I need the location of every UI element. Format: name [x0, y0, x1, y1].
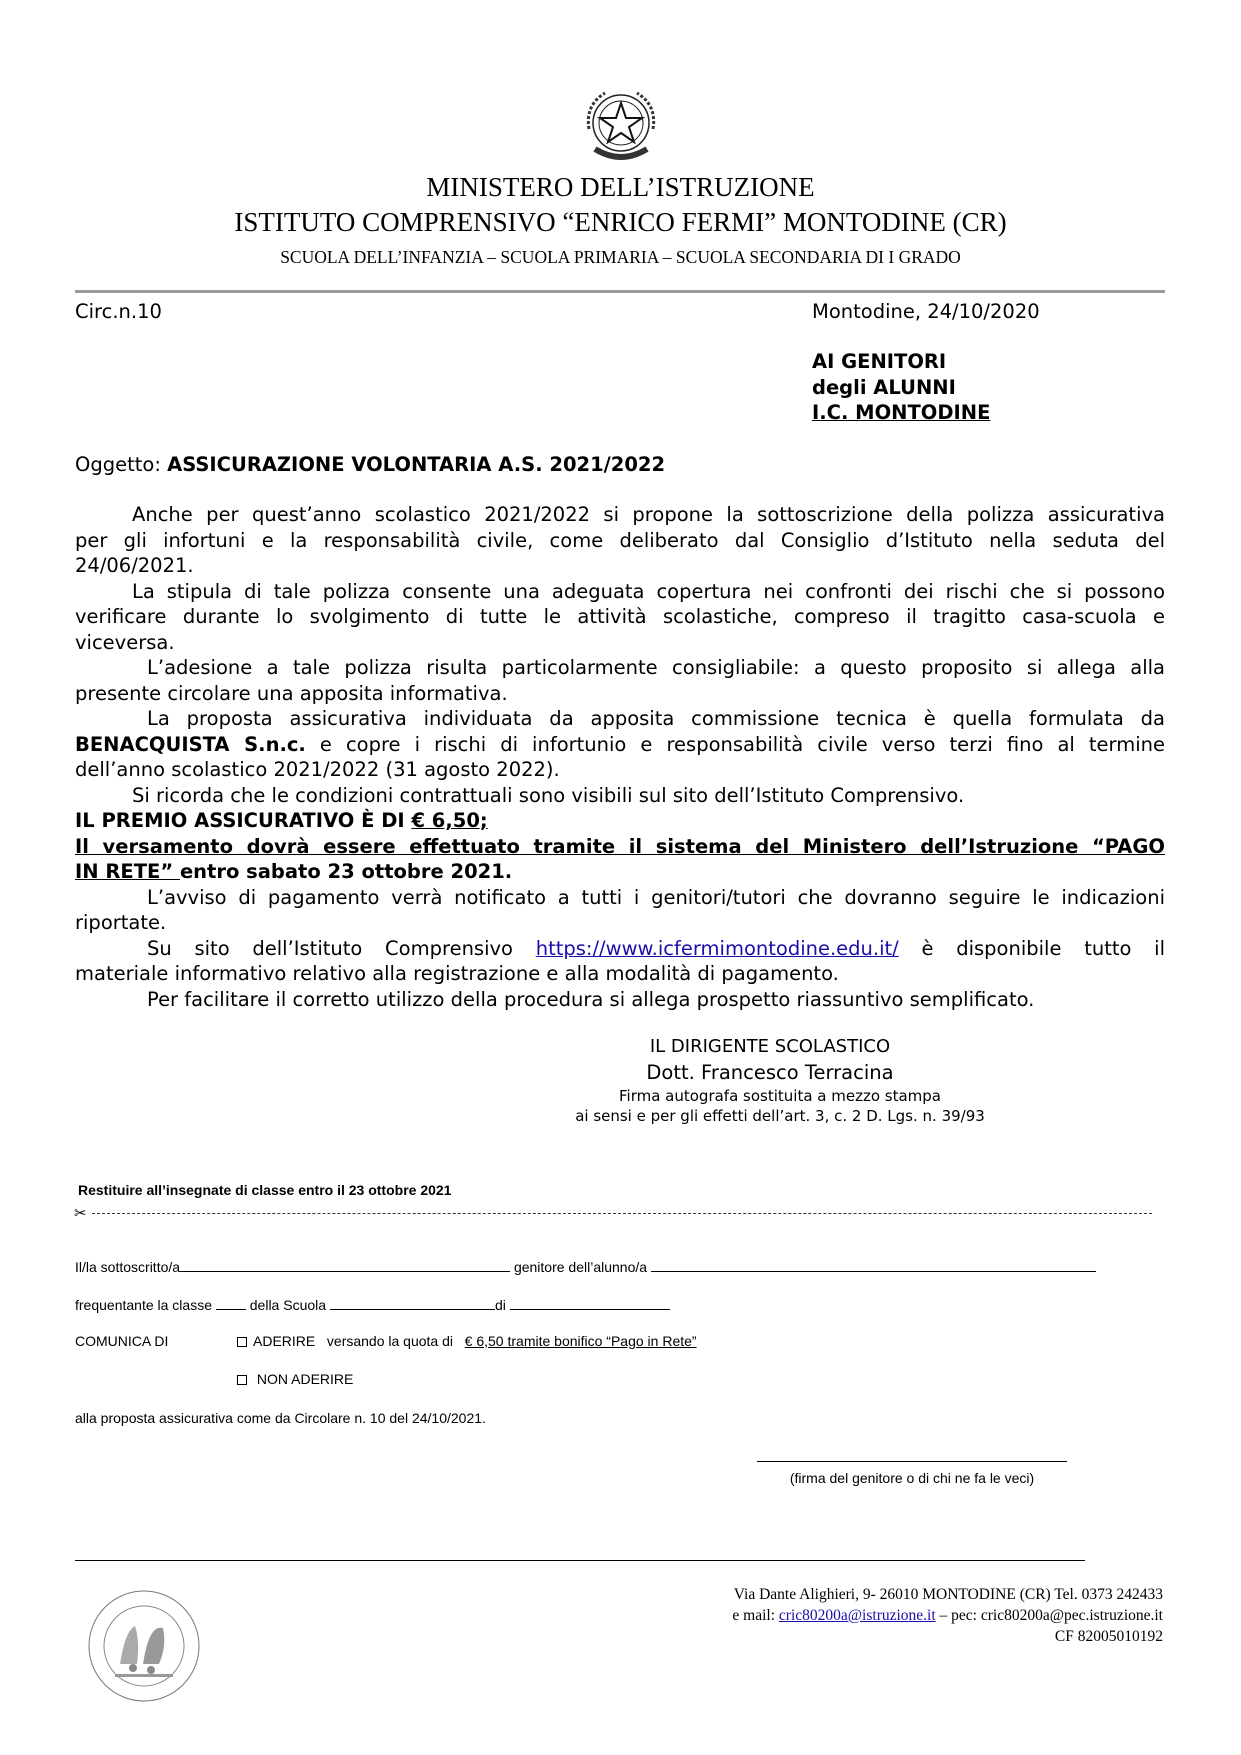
- footer-mail-line: [732, 1605, 1163, 1626]
- body-line: Anche per quest’anno scolastico 2021/2022 si propone la sottoscrizione della polizza assicurativa: [132, 503, 1165, 526]
- header-divider: [75, 290, 1165, 293]
- parent-signature-caption: (firma del genitore o di chi ne fa le veci): [789, 1470, 1035, 1486]
- payment-line: Il versamento dovrà essere effettuato tramite il sistema del Ministero dell’Istruzione “PAGO: [75, 834, 1165, 858]
- signature-name: Dott. Francesco Terracina: [646, 1061, 894, 1084]
- mail-label: e mail:: [732, 1607, 779, 1624]
- of-label: di: [494, 1297, 506, 1313]
- body-line: riportate.: [75, 911, 167, 934]
- pec-text: – pec: cric80200a@pec.istruzione.it: [935, 1607, 1163, 1624]
- recipients-block: [812, 349, 990, 426]
- republic-emblem: [575, 85, 667, 167]
- parent-of-label: genitore dell’alunno/a: [513, 1259, 648, 1275]
- payment-deadline: entro sabato 23 ottobre 2021.: [179, 860, 513, 883]
- recipient-line: AI GENITORI: [812, 350, 947, 373]
- body-line: viceversa.: [75, 630, 175, 654]
- body-line: [75, 732, 1165, 758]
- class-field[interactable]: [216, 1296, 246, 1310]
- scissors-icon: ✂: [74, 1204, 87, 1222]
- body-line: materiale informativo relativo alla registrazione e alla modalità di pagamento.: [75, 962, 839, 985]
- body-line: L’adesione a tale polizza risulta particolarmente consigliabile: a questo proposito si allega alla: [147, 656, 1165, 679]
- institute-title: ISTITUTO COMPRENSIVO “ENRICO FERMI” MONTODINE (CR): [234, 207, 1007, 237]
- ministry-title: MINISTERO DELL’ISTRUZIONE: [426, 172, 815, 202]
- company-name: BENACQUISTA S.n.c.: [75, 732, 306, 756]
- body-line: Per facilitare il corretto utilizzo della procedura si allega prospetto riassuntivo semplificato.: [147, 987, 1035, 1011]
- body-line: Si ricorda che le condizioni contrattuali sono visibili sul sito dell’Istituto Comprensivo.: [132, 783, 965, 807]
- body-line: La proposta assicurativa individuata da apposita commissione tecnica è quella formulata da: [147, 707, 1165, 730]
- body-line: L’avviso di pagamento verrà notificato a tutti i genitori/tutori che dovranno seguire le indicazioni: [147, 885, 1165, 909]
- body-text: e copre i rischi di infortunio e responsabilità civile verso terzi fino al termine: [305, 732, 1165, 756]
- school-logo: [85, 1586, 203, 1706]
- town-field[interactable]: [510, 1296, 670, 1310]
- form-row-class: [75, 1296, 670, 1313]
- schools-subtitle: SCUOLA DELL’INFANZIA – SCUOLA PRIMARIA – SCUOLA SECONDARIA DI I GRADO: [280, 247, 961, 267]
- signature-note: ai sensi e per gli effetti dell’art. 3, c. 2 D. Lgs. n. 39/93: [575, 1107, 985, 1125]
- not-join-checkbox[interactable]: [237, 1375, 247, 1385]
- premium-label: IL PREMIO ASSICURATIVO È DI: [75, 809, 412, 832]
- join-option-label: ADERIRE: [253, 1333, 316, 1349]
- form-row-join: [75, 1333, 697, 1349]
- body-line: presente circolare una apposita informativa.: [75, 681, 508, 705]
- signer-label: Il/la sottoscritto/a: [75, 1259, 181, 1275]
- circular-number: Circ.n.10: [75, 300, 162, 323]
- recipient-line: degli ALUNNI: [812, 375, 956, 399]
- recipient-line: I.C. MONTODINE: [812, 401, 991, 424]
- return-instructions: Restituire all’insegnate di classe entro il 23 ottobre 2021: [78, 1182, 452, 1198]
- body-line: La stipula di tale polizza consente una adeguata copertura nei confronti dei rischi che si possono: [132, 579, 1165, 603]
- body-line: 24/06/2021.: [75, 554, 194, 577]
- paying-label: versando la quota di: [326, 1333, 453, 1349]
- form-row-not-join: [237, 1371, 353, 1387]
- footer-tax-code: CF 82005010192: [1054, 1628, 1163, 1645]
- subject-label: Oggetto:: [75, 453, 161, 476]
- subject-line: [75, 452, 665, 478]
- footer-address: Via Dante Alighieri, 9- 26010 MONTODINE (CR) Tel. 0373 242433: [733, 1586, 1163, 1603]
- payment-system: IN RETE”: [75, 860, 180, 883]
- body-text: è disponibile tutto il: [898, 936, 1165, 960]
- communicates-label: COMUNICA DI: [75, 1333, 169, 1349]
- email-link[interactable]: cric80200a@istruzione.it: [778, 1607, 936, 1624]
- signer-name-field[interactable]: [180, 1258, 510, 1272]
- payment-line: [75, 859, 1165, 885]
- school-label: della Scuola: [249, 1297, 327, 1313]
- place-date: Montodine, 24/10/2020: [812, 300, 1040, 323]
- join-checkbox[interactable]: [237, 1337, 247, 1347]
- footer-divider: [75, 1560, 1085, 1561]
- body-line: per gli infortuni e la responsabilità civile, come deliberato dal Consiglio d’Istituto nella seduta del: [75, 528, 1165, 552]
- not-join-option-label: NON ADERIRE: [256, 1371, 354, 1387]
- class-label: frequentante la classe: [75, 1297, 212, 1313]
- subject-text: ASSICURAZIONE VOLONTARIA A.S. 2021/2022: [167, 453, 666, 476]
- signature-note: Firma autografa sostituita a mezzo stampa: [618, 1087, 942, 1105]
- body-line: [75, 936, 1165, 962]
- cut-line: [92, 1213, 1152, 1214]
- form-reference: alla proposta assicurativa come da Circolare n. 10 del 24/10/2021.: [75, 1410, 486, 1426]
- footer-contacts: [732, 1584, 1163, 1647]
- parent-signature-line[interactable]: [757, 1461, 1067, 1462]
- body-text: Su sito dell’Istituto Comprensivo: [147, 936, 536, 960]
- student-name-field[interactable]: [651, 1258, 1096, 1272]
- premium-line: [75, 808, 1165, 834]
- form-row-signer: [75, 1258, 1096, 1275]
- body-line: dell’anno scolastico 2021/2022 (31 agosto 2022).: [75, 758, 560, 781]
- school-field[interactable]: [330, 1296, 495, 1310]
- premium-amount: € 6,50;: [411, 809, 488, 832]
- signature-role: IL DIRIGENTE SCOLASTICO: [649, 1036, 891, 1057]
- circular-body: [75, 502, 1165, 1012]
- body-line: verificare durante lo svolgimento di tutte le attività scolastiche, compreso il tragitto casa-scuola e: [75, 605, 1165, 628]
- school-website-link[interactable]: https://www.icfermimontodine.edu.it/: [535, 936, 899, 960]
- fee-text: € 6,50 tramite bonifico “Pago in Rete”: [464, 1333, 697, 1349]
